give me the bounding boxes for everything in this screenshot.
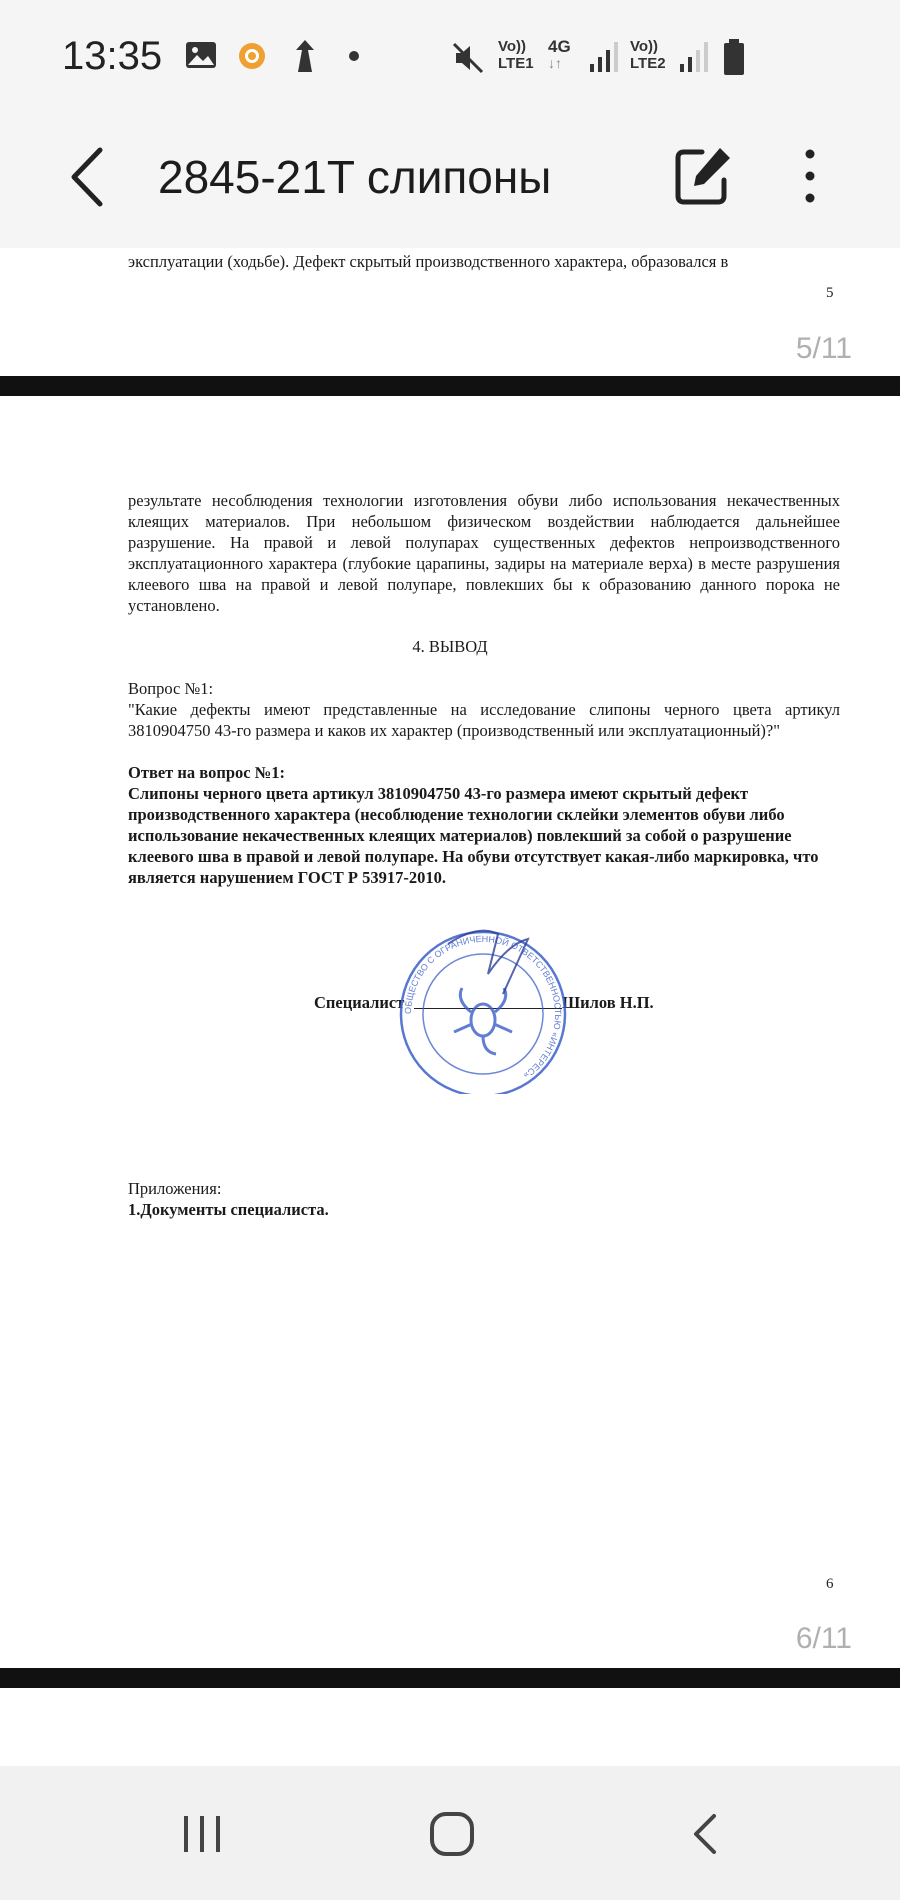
- question-label: Вопрос №1:: [128, 679, 214, 698]
- network-type-indicator: [548, 38, 571, 72]
- sim2-indicator: [630, 38, 666, 72]
- sim2-lte-label: LTE2: [630, 55, 666, 72]
- sim1-volte-label: Vo)): [498, 38, 527, 55]
- page-counter-5: 5/11: [795, 332, 852, 365]
- appendix-item: 1.Документы специалиста.: [128, 1200, 329, 1219]
- back-arrow-icon[interactable]: [60, 142, 120, 212]
- company-stamp: [388, 904, 578, 1094]
- answer-text: Слипоны черного цвета артикул 3810904750 43-го размера имеют скрытый дефект производственного характера (несоблюдение технологии склейки элементов обуви либо использование некачественных клеящих материалов) повлекший за собой о разрушение клеевого шва в правой и левой полупаре. На обуви отсутствует какая-либо маркировка, что является нарушением ГОСТ Р 53917-2010.: [128, 784, 819, 887]
- dot-icon: [348, 50, 360, 62]
- home-icon[interactable]: [428, 1810, 476, 1858]
- gallery-icon: [184, 40, 218, 70]
- page-divider: [0, 376, 900, 396]
- signal-icon: [678, 40, 710, 74]
- sim2-volte-label: Vo)): [630, 38, 659, 55]
- navigation-bar: [0, 1766, 900, 1900]
- edit-icon[interactable]: [672, 144, 732, 208]
- status-time: 13:35: [62, 34, 163, 78]
- document-page-5: [0, 248, 900, 376]
- document-page-6: [0, 396, 900, 1668]
- battery-icon: [722, 38, 746, 76]
- intro-paragraph: результате несоблюдения технологии изготовления обуви либо использования некачественных клеящих материалов. При небольшом физическом воздействии наблюдается дальнейшее разрушение. На правой и левой полупарах существенных дефектов непроизводственного эксплуатационного характера (глубокие царапины, задиры на материале верха) в месте разрушения клеевого шва на правой и левой полупаре, повлекших бы к образованию данного порока не установлено.: [128, 491, 840, 615]
- svg-text:ОБЩЕСТВО С ОГРАНИЧЕННОЙ ОТВЕТС: ОБЩЕСТВО С ОГРАНИЧЕННОЙ ОТВЕТСТВЕННОСТЬЮ «ИНТЕРЕС»: [402, 933, 564, 1081]
- document-title: 2845-21T слипоны: [158, 151, 552, 203]
- answer-label: Ответ на вопрос №1:: [128, 763, 286, 782]
- page-6-number: 6: [826, 1576, 834, 1592]
- sim1-lte-label: LTE1: [498, 55, 534, 72]
- recent-apps-icon[interactable]: [180, 1812, 224, 1856]
- data-arrows-icon: ↓↑: [548, 55, 562, 71]
- status-bar: [0, 0, 900, 110]
- page-divider: [0, 1668, 900, 1688]
- signature-role: Специалист: [314, 993, 405, 1012]
- location-icon: [290, 38, 320, 74]
- page-counter-6: 6/11: [795, 1622, 852, 1655]
- sim1-indicator: [498, 38, 534, 72]
- section-heading: 4. ВЫВОД: [412, 637, 488, 656]
- question-text: "Какие дефекты имеют представленные на исследование слипоны черного цвета артикул 3810904750 43-го размера и каков их характер (производственный или эксплуатационный)?": [128, 700, 840, 740]
- page-5-text: эксплуатации (ходьбе). Дефект скрытый производственного характера, образовался в: [128, 252, 729, 271]
- mute-icon: [450, 40, 486, 76]
- appendix-label: Приложения:: [128, 1179, 222, 1198]
- network-type-label: 4G: [548, 37, 571, 56]
- back-nav-icon[interactable]: [688, 1812, 724, 1856]
- signal-icon: [588, 40, 620, 74]
- page-5-number: 5: [826, 285, 834, 301]
- signature-name: Шилов Н.П.: [562, 993, 654, 1012]
- assistant-icon: [238, 42, 266, 70]
- more-options-icon[interactable]: [792, 146, 828, 206]
- app-bar: [0, 110, 900, 248]
